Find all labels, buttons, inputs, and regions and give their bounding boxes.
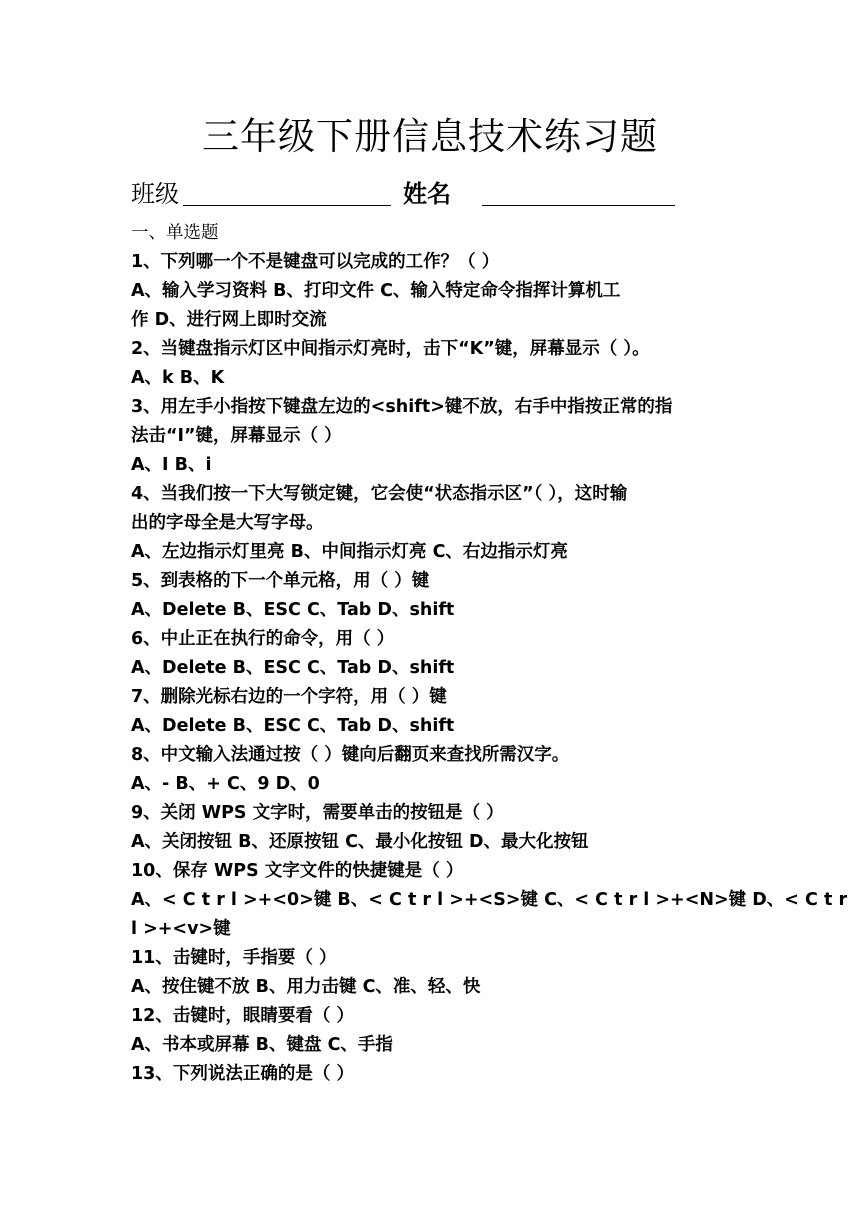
- question-10-options-cont: l >+<v>键: [131, 919, 231, 939]
- question-4-cont: 出的字母全是大写字母。: [131, 513, 324, 533]
- question-7-options: A、Delete B、ESC C、Tab D、shift: [131, 716, 455, 736]
- question-3: 3、用左手小指按下键盘左边的<shift>键不放，右手中指按正常的指: [131, 397, 673, 417]
- question-8: 8、中文输入法通过按（ ）键向后翻页来查找所需汉字。: [131, 745, 570, 765]
- question-5-options: A、Delete B、ESC C、Tab D、shift: [131, 600, 455, 620]
- question-list: [131, 219, 848, 1089]
- question-1: 1、下列哪一个不是键盘可以完成的工作？（ ）: [131, 252, 500, 272]
- question-7: 7、删除光标右边的一个字符，用（ ）键: [131, 687, 447, 707]
- class-label: 班级: [131, 180, 179, 208]
- question-1-options-cont: 作 D、进行网上即时交流: [131, 310, 327, 330]
- question-5: 5、到表格的下一个单元格，用（ ）键: [131, 571, 430, 591]
- question-2-options: A、k B、K: [131, 368, 225, 388]
- question-10-options: A、< C t r l >+<0>键 B、< C t r l >+<S>键 C、< C t r l >+<N>键 D、< C t r: [131, 890, 848, 910]
- question-13: 13、下列说法正确的是（ ）: [131, 1064, 354, 1084]
- student-info-row: [131, 176, 731, 216]
- question-12-options: A、书本或屏幕 B、键盘 C、手指: [131, 1035, 393, 1055]
- question-3-options: A、I B、i: [131, 455, 212, 475]
- class-blank-line: [183, 205, 391, 206]
- question-3-cont: 法击“I”键，屏幕显示（ ）: [131, 426, 342, 446]
- name-blank-line: [482, 205, 675, 206]
- name-label: 姓名: [403, 180, 451, 208]
- page-title: 三年级下册信息技术练习题: [202, 115, 658, 158]
- question-12: 12、击键时，眼睛要看（ ）: [131, 1006, 354, 1026]
- question-4: 4、当我们按一下大写锁定键，它会使“状态指示区”（ ），这时输: [131, 484, 628, 504]
- section-heading: 一、单选题: [131, 223, 219, 243]
- question-10: 10、保存 WPS 文字文件的快捷键是（ ）: [131, 861, 464, 881]
- question-11-options: A、按住键不放 B、用力击键 C、准、轻、快: [131, 977, 481, 997]
- question-2: 2、当键盘指示灯区中间指示灯亮时，击下“K”键，屏幕显示（ ）。: [131, 339, 650, 359]
- question-6-options: A、Delete B、ESC C、Tab D、shift: [131, 658, 455, 678]
- question-9: 9、关闭 WPS 文字时，需要单击的按钮是（ ）: [131, 803, 504, 823]
- question-8-options: A、- B、+ C、9 D、0: [131, 774, 320, 794]
- question-4-options: A、左边指示灯里亮 B、中间指示灯亮 C、右边指示灯亮: [131, 542, 568, 562]
- question-1-options: A、输入学习资料 B、打印文件 C、输入特定命令指挥计算机工: [131, 281, 621, 301]
- question-9-options: A、关闭按钮 B、还原按钮 C、最小化按钮 D、最大化按钮: [131, 832, 589, 852]
- question-6: 6、中止正在执行的命令，用（ ）: [131, 629, 395, 649]
- question-11: 11、击键时，手指要（ ）: [131, 948, 337, 968]
